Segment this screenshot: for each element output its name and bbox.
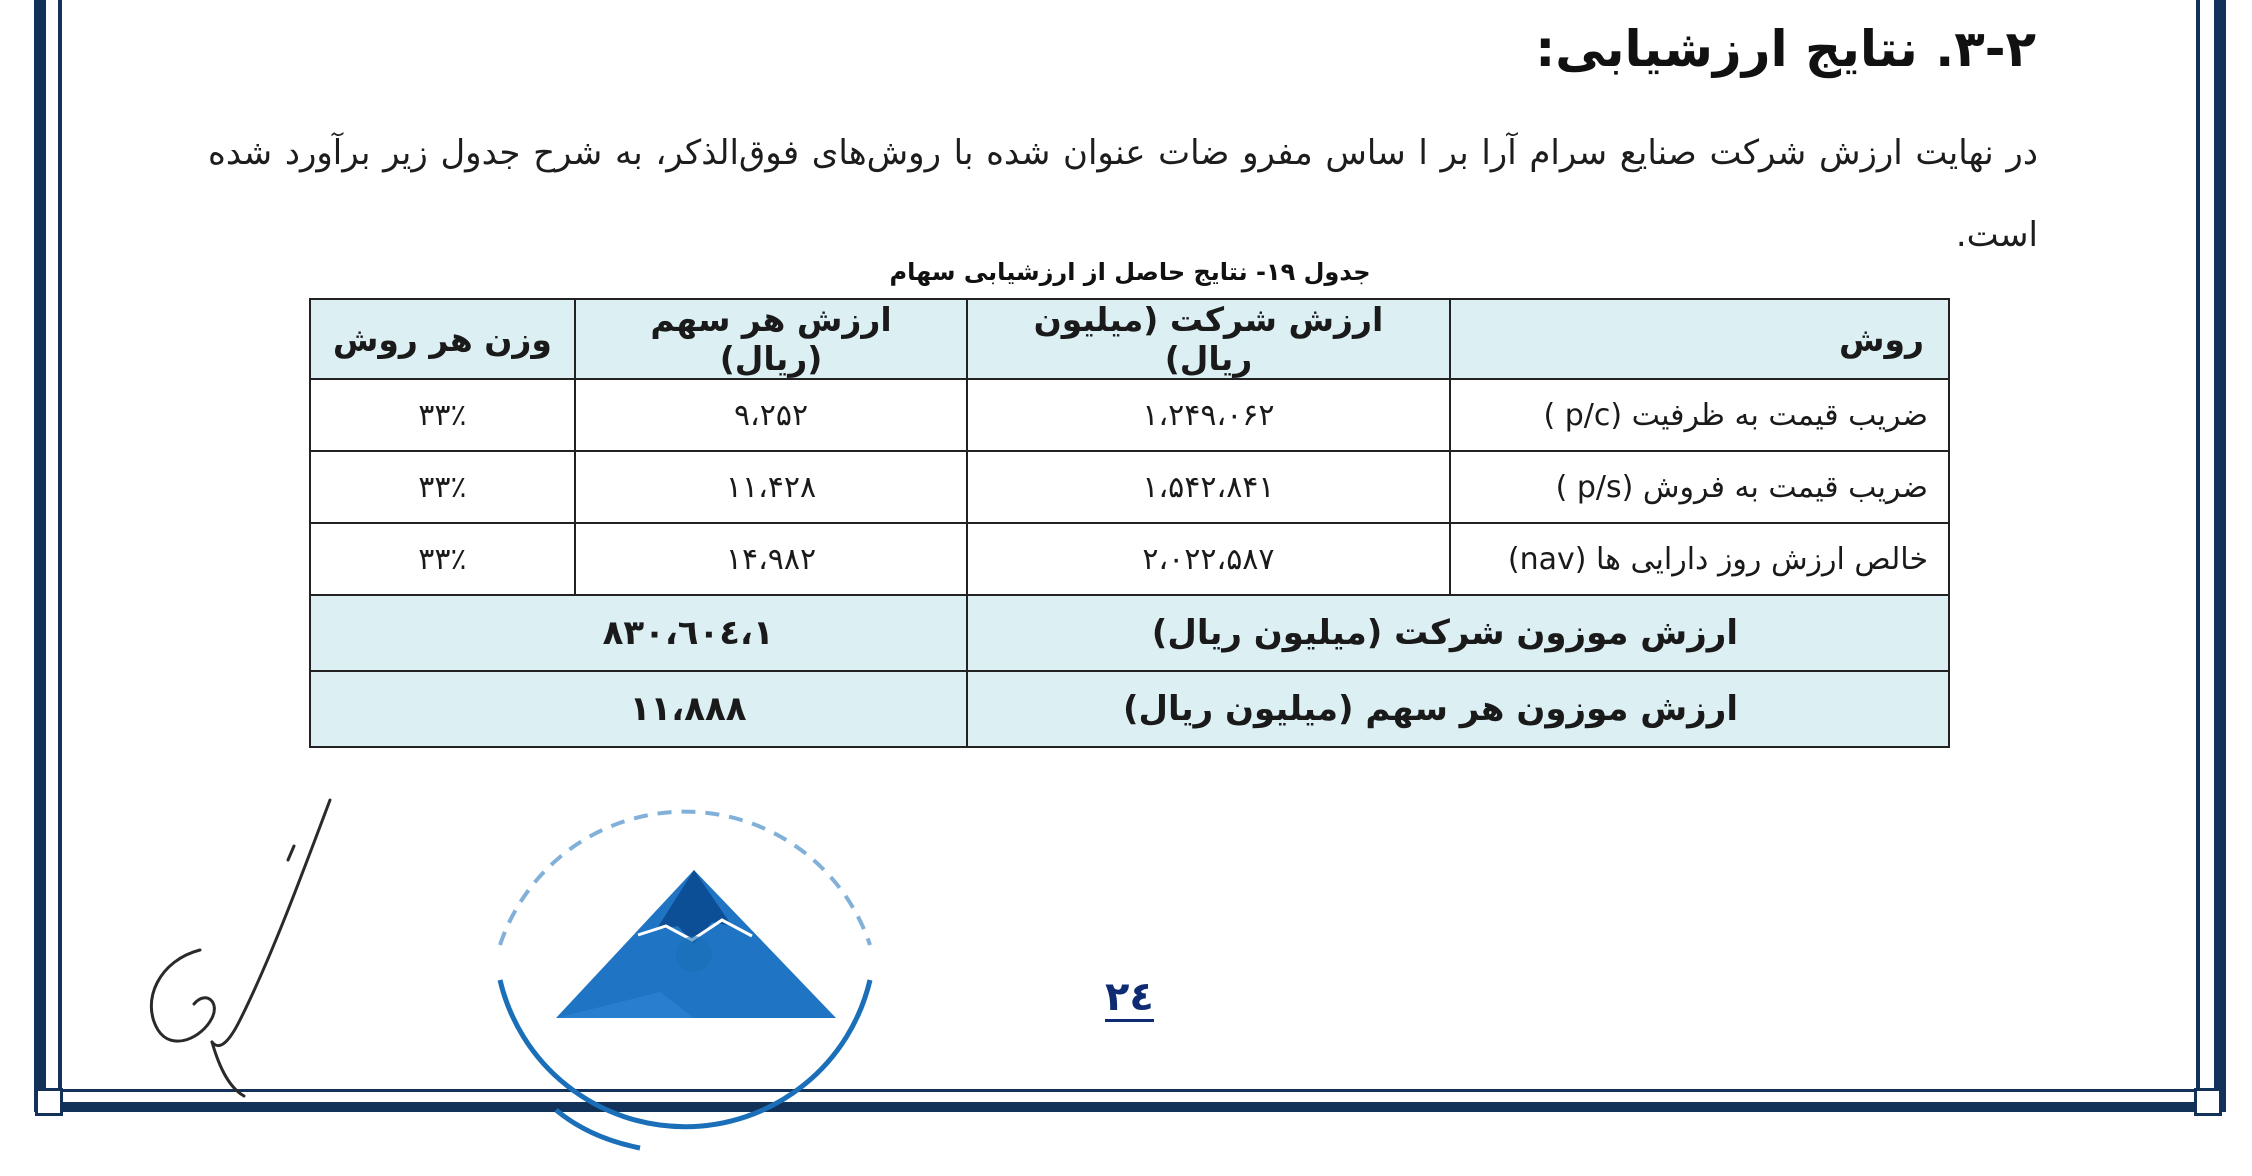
section-heading: ۳-۲. نتایج ارزشیابی: [1535,20,2036,78]
table-row [310,379,1949,451]
table-row [310,523,1949,595]
weighted-company-row [310,595,1949,671]
page-border-bottom-outer [34,1102,2226,1112]
weighted-share-value: ۱۱،۸۸۸ [310,671,967,747]
share-value-cell: ۱۱،۴۲۸ [575,451,968,523]
page-border-left-inner [58,0,62,1090]
weighted-share-label: ارزش موزون هر سهم (میلیون ریال) [967,671,1949,747]
share-value-cell: ۹،۲۵۲ [575,379,968,451]
weight-cell: ۳۳٪ [310,523,575,595]
column-header: ارزش هر سهم (ریال) [575,299,968,379]
weighted-company-label: ارزش موزون شرکت (میلیون ریال) [967,595,1949,671]
method-cell: خالص ارزش روز دارایی ها (nav) [1450,523,1949,595]
page-border-left-outer [34,0,46,1112]
column-header: ارزش شرکت (میلیون ریال) [967,299,1449,379]
company-value-cell: ۱،۲۴۹،۰۶۲ [967,379,1449,451]
share-value-cell: ۱۴،۹۸۲ [575,523,968,595]
method-cell: ضریب قیمت به ظرفیت (p/c ) [1450,379,1949,451]
signature-image [120,790,360,1100]
table-row [310,451,1949,523]
method-cell: ضریب قیمت به فروش (p/s ) [1450,451,1949,523]
body-paragraph: در نهایت ارزش شرکت صنایع سرام آرا بر ا ساس مفرو ضات عنوان شده با روش‌های فوق‌الذکر، به شرح جدول زیر برآورد شده است. [208,133,2038,255]
page-number: ۲٤ [1105,974,1154,1020]
company-stamp-image [460,730,930,1170]
valuation-table [309,298,1950,748]
weight-cell: ۳۳٪ [310,379,575,451]
table-caption: جدول ۱۹- نتایج حاصل از ارزشیابی سهام [889,258,1371,286]
page-border-right-outer [2214,0,2226,1110]
column-header: وزن هر روش [310,299,575,379]
border-corner-ornament [2194,1088,2222,1116]
page-border-right-inner [2196,0,2200,1098]
page-border-bottom-inner [46,1089,2200,1092]
column-header: روش [1450,299,1949,379]
table-header-row [310,299,1949,379]
border-corner-ornament [35,1088,63,1116]
company-value-cell: ۲،۰۲۲،۵۸۷ [967,523,1449,595]
company-value-cell: ۱،۵۴۲،۸۴۱ [967,451,1449,523]
weight-cell: ۳۳٪ [310,451,575,523]
weighted-company-value: ۱،٦۰٤،۸۳۰ [310,595,967,671]
